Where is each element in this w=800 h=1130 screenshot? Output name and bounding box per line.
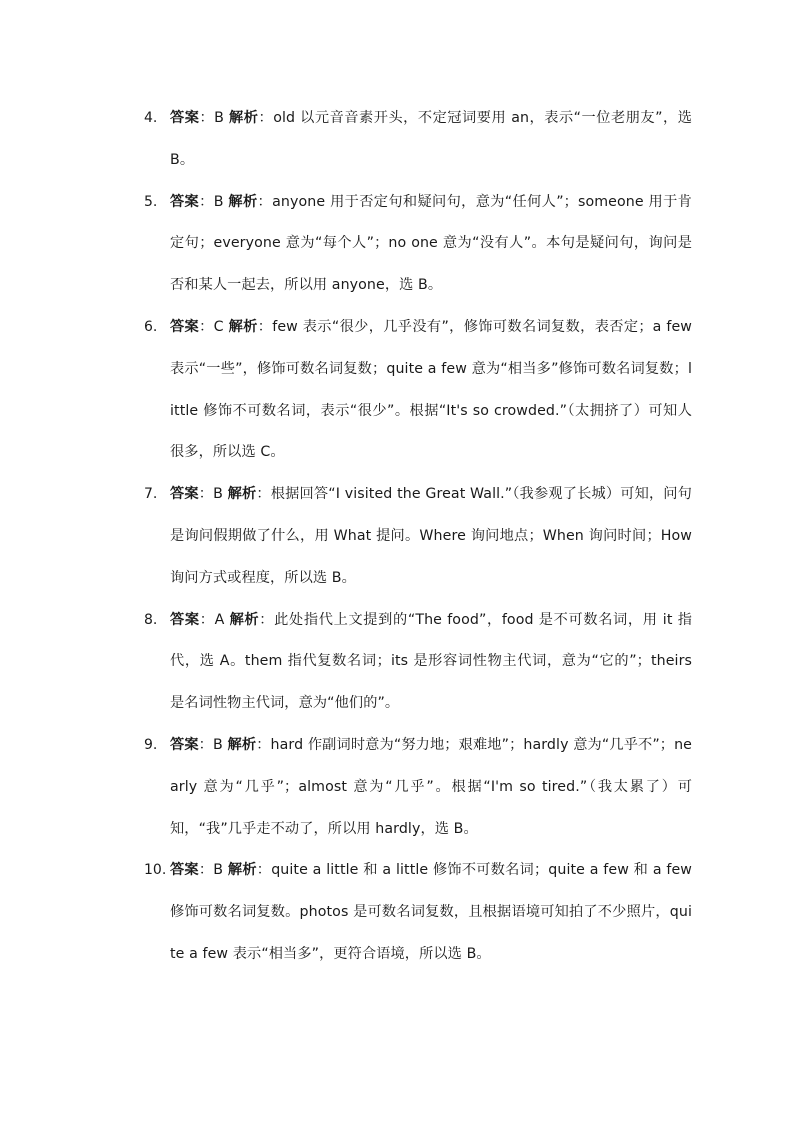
answer-separator: ： xyxy=(199,318,214,335)
analysis-text: hard 作副词时意为“努力地；艰难地”；hardly 意为“几乎不”；nearly 意为“几乎”；almost 意为“几乎”。根据“I'm so tired.”（我太累了）可知，“我”几乎走不动了，所以用 hardly，选 B。 xyxy=(170,736,693,837)
item-body xyxy=(170,307,692,474)
answer-separator: ： xyxy=(199,193,214,210)
analysis-label: 解析 xyxy=(227,862,257,879)
item-number: 10. xyxy=(144,862,167,879)
answer-label: 答案 xyxy=(170,862,199,879)
analysis-label: 解析 xyxy=(229,611,260,628)
analysis-separator: ： xyxy=(256,486,271,503)
item-number: 4. xyxy=(144,110,158,126)
answer-item-7 xyxy=(144,474,692,599)
analysis-label: 解析 xyxy=(228,193,258,210)
analysis-separator: ： xyxy=(257,193,273,210)
analysis-label: 解析 xyxy=(227,486,257,503)
analysis-text: anyone 用于否定句和疑问句，意为“任何人”；someone 用于肯定句；everyone 意为“每个人”；no one 意为“没有人”。本句是疑问句，询问是否和某人一起去，所以用 anyone，选 B。 xyxy=(170,193,692,294)
answer-item-9 xyxy=(144,725,692,850)
answer-value: B xyxy=(213,736,223,753)
answer-separator: ： xyxy=(199,110,215,126)
answer-label: 答案 xyxy=(170,110,200,126)
analysis-text: old 以元音音素开头，不定冠词要用 an，表示“一位老朋友”，选 B。 xyxy=(170,110,692,168)
answer-value: B xyxy=(213,193,224,210)
analysis-text: 根据回答“I visited the Great Wall.”（我参观了长城）可知，问句是询问假期做了什么，用 What 提问。Where 询问地点；When 询问时间；How 询问方式或程度，所以选 B。 xyxy=(170,486,692,586)
analysis-text: few 表示“很少，几乎没有”，修饰可数名词复数，表否定；a few 表示“一些”，修饰可数名词复数；quite a few 意为“相当多”修饰可数名词复数；little 修饰不可数名词，表示“很少”。根据“It's so crowded.”（太拥挤了）可知人很多，所以选 C。 xyxy=(170,318,692,461)
answer-label: 答案 xyxy=(170,736,199,753)
analysis-separator: ： xyxy=(257,318,273,335)
item-body xyxy=(170,850,692,975)
answer-value: B xyxy=(213,862,224,879)
item-number: 9. xyxy=(144,736,158,753)
answer-item-5 xyxy=(144,182,692,307)
analysis-text: quite a little 和 a little 修饰不可数名词；quite a few 和 a few 修饰可数名词复数。photos 是可数名词复数，且根据语境可知拍了不少照片，quite a few 表示“相当多”，更符合语境，所以选 B。 xyxy=(170,862,692,962)
answer-separator: ： xyxy=(198,486,214,503)
analysis-label: 解析 xyxy=(227,736,257,753)
item-number: 7. xyxy=(144,486,158,503)
analysis-text: 此处指代上文提到的“The food”，food 是不可数名词，用 it 指代，选 A。them 指代复数名词；its 是形容词性物主代词，意为“它的”；theirs 是名词性物主代词，意为“他们的”。 xyxy=(170,611,692,712)
answer-separator: ： xyxy=(198,862,214,879)
item-body xyxy=(170,600,692,725)
analysis-separator: ： xyxy=(259,611,275,628)
item-body xyxy=(170,474,692,599)
item-body xyxy=(170,98,692,182)
answer-separator: ： xyxy=(198,736,214,753)
analysis-separator: ： xyxy=(258,110,274,126)
answer-item-10 xyxy=(144,850,692,975)
answer-value: B xyxy=(213,486,223,503)
item-number: 8. xyxy=(144,611,158,628)
answer-label: 答案 xyxy=(170,318,200,335)
answer-item-8 xyxy=(144,600,692,725)
answer-item-4 xyxy=(144,98,692,182)
answer-separator: ： xyxy=(199,611,215,628)
analysis-label: 解析 xyxy=(229,110,259,126)
analysis-separator: ： xyxy=(256,862,272,879)
answer-value: B xyxy=(214,110,224,126)
item-body xyxy=(170,182,692,307)
analysis-separator: ： xyxy=(256,736,271,753)
analysis-label: 解析 xyxy=(228,318,258,335)
answer-value: A xyxy=(214,611,225,628)
item-body xyxy=(170,725,692,850)
answer-label: 答案 xyxy=(170,486,199,503)
answer-label: 答案 xyxy=(170,611,200,628)
answer-list xyxy=(144,98,692,976)
answer-item-6 xyxy=(144,307,692,474)
item-number: 6. xyxy=(144,318,158,335)
answer-value: C xyxy=(213,318,224,335)
answer-label: 答案 xyxy=(170,193,200,210)
item-number: 5. xyxy=(144,193,158,210)
